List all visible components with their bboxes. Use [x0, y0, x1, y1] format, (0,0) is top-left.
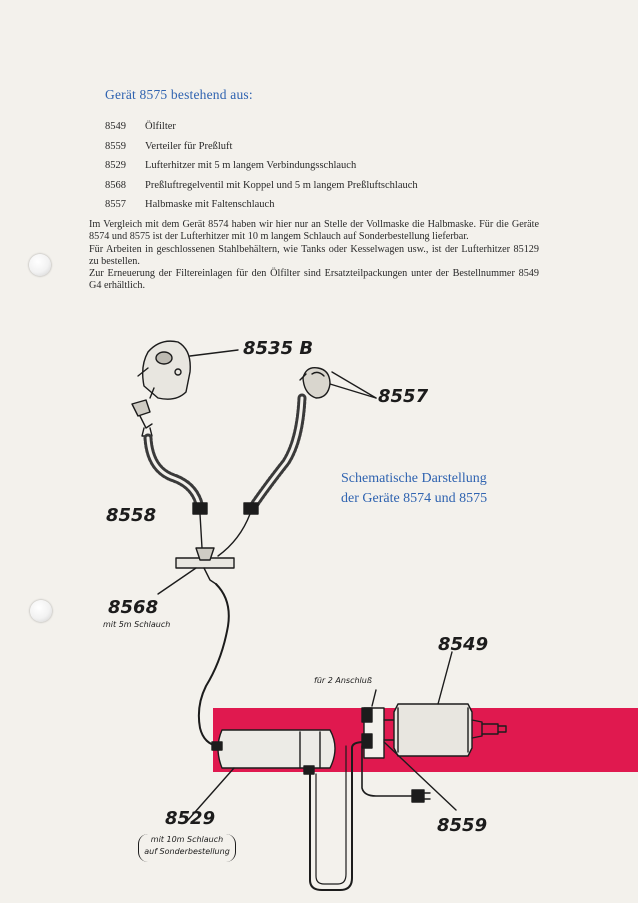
plug-icon: [412, 790, 430, 802]
section-heading: Gerät 8575 bestehend aus:: [105, 87, 253, 102]
schematic-title-line: der Geräte 8574 und 8575: [341, 491, 488, 506]
part-name: Ölfilter: [145, 121, 176, 132]
heater-note: [138, 834, 236, 862]
label-heater: 8529: [165, 808, 216, 829]
paragraph: Zur Erneuerung der Filtereinlagen für den Ölfilter sind Ersatzteilpackungen unter der Bestellnummer 8549 G4 erhältlich.: [89, 268, 539, 292]
part-number: 8568: [105, 179, 126, 191]
label-distributor: 8559: [437, 815, 488, 836]
hose-right: [252, 398, 302, 508]
hose-left-connector: [193, 503, 207, 514]
label-valve: 8568: [108, 597, 159, 618]
part-number: 8559: [105, 140, 126, 152]
hose-left: [148, 438, 200, 508]
mask-valve-icon: [132, 400, 152, 436]
part-name: Halbmaske mit Faltenschlauch: [145, 199, 275, 210]
part-number: 8557: [105, 199, 126, 210]
paragraph: Für Arbeiten in geschlossenen Stahlbehältern, wie Tanks oder Kesselwagen usw., ist der Lufterhitzer 85129 zu bestellen.: [89, 243, 539, 267]
hose-right-connector: [244, 503, 258, 514]
full-mask-icon: [138, 341, 190, 399]
label-hose-left: 8558: [106, 505, 157, 526]
paragraph: Im Vergleich mit dem Gerät 8574 haben wir hier nur an Stelle der Vollmaske die Halbmaske. Für die Geräte 8574 und 8575 ist der Lufterhitzer mit 10 m langem Schlauch auf Sonderbestellung lieferbar.: [89, 219, 539, 243]
label-filter: 8549: [438, 634, 489, 655]
heater-note-line: auf Sonderbestellung: [144, 847, 230, 856]
pressure-valve-icon: [176, 548, 234, 584]
part-name: Lufterhitzer mit 5 m langem Verbindungsschlauch: [145, 160, 357, 171]
label-distributor-note: für 2 Anschluß: [314, 676, 372, 685]
air-heater-icon: [212, 730, 335, 774]
part-number: 8529: [105, 160, 126, 171]
part-name: Preßluftregelventil mit Koppel und 5 m langem Preßluftschlauch: [145, 179, 418, 191]
label-valve-note: mit 5m Schlauch: [103, 620, 171, 629]
compressed-air-hose: [199, 584, 229, 746]
half-mask-icon: [300, 368, 330, 398]
part-name: Verteiler für Preßluft: [145, 140, 233, 152]
label-full-mask: 8535 B: [243, 338, 314, 359]
oil-filter-icon: [394, 704, 506, 756]
distributor-icon: [362, 708, 394, 758]
schematic-title-line: Schematische Darstellung: [341, 471, 487, 486]
heater-note-line: mit 10m Schlauch: [150, 835, 224, 844]
label-half-mask: 8557: [378, 386, 429, 407]
part-number: 8549: [105, 121, 126, 132]
